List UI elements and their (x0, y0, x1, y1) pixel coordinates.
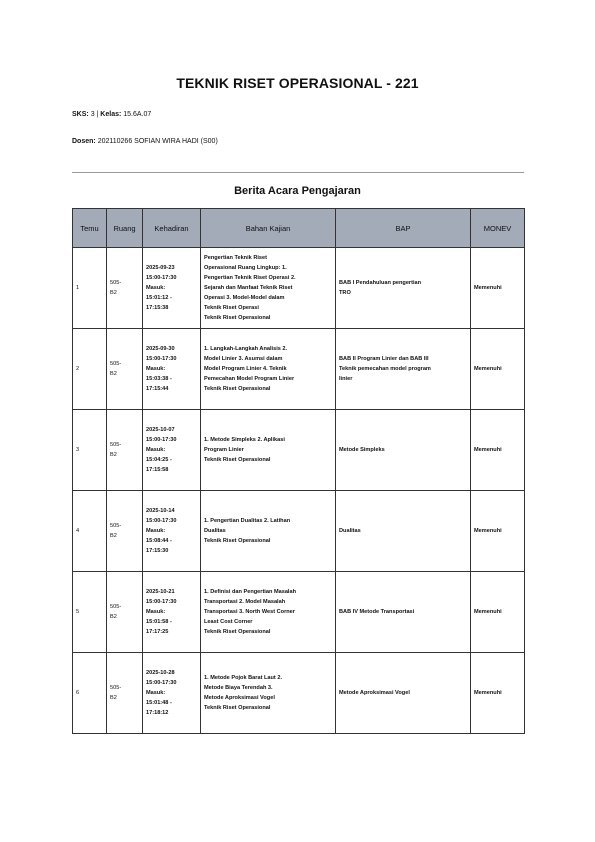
cell-ruang-line: B2 (110, 371, 117, 377)
cell-ruang (107, 410, 143, 491)
cell-kehadiran-line: 2025-10-28 (146, 670, 175, 676)
cell-bap-line: Metode Simpleks (339, 447, 385, 453)
table-row (73, 329, 525, 410)
cell-kehadiran (143, 491, 201, 572)
cell-kehadiran-line: 17:15:38 (146, 305, 169, 311)
cell-monev: Memenuhi (471, 410, 525, 491)
column-header-ruang: Ruang (107, 209, 143, 248)
cell-ruang (107, 572, 143, 653)
cell-ruang-line: B2 (110, 290, 117, 296)
cell-ruang-line: 505- (110, 280, 122, 286)
cell-ruang-line: B2 (110, 695, 117, 701)
cell-bahan-kajian-line: Transportasi 3. North West Corner (204, 609, 295, 615)
table-row (73, 572, 525, 653)
cell-bahan-kajian (201, 248, 336, 329)
divider (72, 172, 524, 173)
cell-ruang-line: 505- (110, 685, 122, 691)
cell-bahan-kajian-line: 1. Pengertian Dualitas 2. Latihan (204, 518, 291, 524)
cell-bahan-kajian-line: Model Program Linier 4. Teknik (204, 366, 287, 372)
cell-bahan-kajian-line: Sejarah dan Manfaat Teknik Riset (204, 285, 293, 291)
cell-kehadiran-line: 15:04:25 - (146, 457, 172, 463)
course-meta-dosen (72, 138, 218, 145)
cell-kehadiran-line: 2025-10-14 (146, 508, 175, 514)
cell-ruang (107, 248, 143, 329)
cell-bahan-kajian-line: Transportasi 2. Model Masalah (204, 599, 286, 605)
cell-bahan-kajian-line: Teknik Riset Operasional (204, 457, 271, 463)
cell-temu: 2 (73, 329, 107, 410)
cell-bahan-kajian-line: 1. Definisi dan Pengertian Masalah (204, 589, 297, 595)
cell-kehadiran-line: 15:00-17:30 (146, 680, 177, 686)
table-row (73, 653, 525, 734)
cell-bahan-kajian-line: Dualitas (204, 528, 226, 534)
cell-temu: 5 (73, 572, 107, 653)
cell-ruang-line: B2 (110, 452, 117, 458)
cell-bahan-kajian-line: Teknik Riset Operasional (204, 629, 271, 635)
cell-bap (336, 329, 471, 410)
cell-ruang (107, 491, 143, 572)
cell-bap-line: Dualitas (339, 528, 361, 534)
cell-bap-line: BAB IV Metode Transportasi (339, 609, 415, 615)
cell-bap-line: linier (339, 376, 353, 382)
column-header-kehadiran: Kehadiran (143, 209, 201, 248)
cell-kehadiran-line: 15:00-17:30 (146, 518, 177, 524)
cell-bap (336, 491, 471, 572)
cell-bahan-kajian-line: Pemecahan Model Program Linier (204, 376, 295, 382)
cell-bahan-kajian-line: Metode Biaya Terendah 3. (204, 685, 273, 691)
cell-bahan-kajian-line: Program Linier (204, 447, 244, 453)
cell-bahan-kajian-line: Operasi 3. Model-Model dalam (204, 295, 285, 301)
cell-kehadiran-line: Masuk: (146, 285, 166, 291)
column-header-temu: Temu (73, 209, 107, 248)
cell-kehadiran-line: 15:01:58 - (146, 619, 172, 625)
cell-kehadiran-line: 17:15:44 (146, 386, 169, 392)
cell-kehadiran (143, 653, 201, 734)
cell-kehadiran-line: 15:00-17:30 (146, 356, 177, 362)
cell-ruang (107, 653, 143, 734)
cell-ruang-line: 505- (110, 523, 122, 529)
column-header-monev: MONEV (471, 209, 525, 248)
sks-label: SKS: (72, 111, 89, 118)
cell-bahan-kajian-line: Operasional Ruang Lingkup: 1. (204, 265, 287, 271)
cell-kehadiran-line: 15:00-17:30 (146, 275, 177, 281)
cell-kehadiran-line: 15:00-17:30 (146, 437, 177, 443)
cell-kehadiran (143, 248, 201, 329)
cell-kehadiran-line: 17:15:30 (146, 548, 169, 554)
cell-bahan-kajian-line: Metode Aproksimasi Vogel (204, 695, 275, 701)
cell-bahan-kajian-line: Pengertian Teknik Riset (204, 255, 268, 261)
cell-bap-line: Metode Aproksimasi Vogel (339, 690, 410, 696)
cell-kehadiran-line: 2025-10-21 (146, 589, 175, 595)
course-title: TEKNIK RISET OPERASIONAL - 221 (176, 75, 419, 91)
cell-kehadiran-line: Masuk: (146, 690, 166, 696)
cell-bap (336, 410, 471, 491)
cell-bahan-kajian-line: Model Linier 3. Asumsi dalam (204, 356, 283, 362)
cell-kehadiran (143, 572, 201, 653)
cell-kehadiran-line: 17:15:58 (146, 467, 169, 473)
dosen-value: 202110266 SOFIAN WIRA HADI (S00) (97, 138, 218, 145)
cell-kehadiran-line: 2025-09-30 (146, 346, 175, 352)
column-header-bap: BAP (336, 209, 471, 248)
cell-monev: Memenuhi (471, 491, 525, 572)
course-meta-sks-kelas (72, 111, 151, 118)
cell-kehadiran-line: 15:01:48 - (146, 700, 172, 706)
cell-bahan-kajian (201, 653, 336, 734)
cell-ruang-line: B2 (110, 614, 117, 620)
cell-bahan-kajian-line: 1. Metode Pojok Barat Laut 2. (204, 675, 283, 681)
cell-bahan-kajian (201, 572, 336, 653)
column-header-bahan-kajian: Bahan Kajian (201, 209, 336, 248)
cell-kehadiran-line: Masuk: (146, 528, 166, 534)
cell-temu: 4 (73, 491, 107, 572)
cell-kehadiran-line: Masuk: (146, 366, 166, 372)
cell-kehadiran-line: 17:17:25 (146, 629, 169, 635)
cell-bahan-kajian-line: Least Cost Corner (204, 619, 253, 625)
cell-bahan-kajian-line: Pengertian Teknik Riset Operasi 2. (204, 275, 296, 281)
cell-monev: Memenuhi (471, 248, 525, 329)
cell-ruang-line: 505- (110, 361, 122, 367)
table-header-row (73, 209, 525, 248)
cell-kehadiran-line: 15:00-17:30 (146, 599, 177, 605)
cell-bap-line: BAB II Program Linier dan BAB III (339, 356, 429, 362)
cell-temu: 3 (73, 410, 107, 491)
cell-temu: 1 (73, 248, 107, 329)
cell-kehadiran-line: 17:18:12 (146, 710, 169, 716)
cell-kehadiran-line: Masuk: (146, 609, 166, 615)
section-title: Berita Acara Pengajaran (234, 185, 361, 197)
cell-bahan-kajian-line: Teknik Riset Operasional (204, 386, 271, 392)
cell-bap-line: TRO (339, 290, 351, 296)
cell-kehadiran-line: 2025-09-23 (146, 265, 175, 271)
cell-bahan-kajian-line: Teknik Riset Operasi (204, 305, 259, 311)
cell-kehadiran (143, 329, 201, 410)
table-row (73, 410, 525, 491)
cell-kehadiran-line: 15:08:44 - (146, 538, 172, 544)
cell-ruang-line: B2 (110, 533, 117, 539)
cell-kehadiran-line: 15:01:12 - (146, 295, 172, 301)
table-row (73, 491, 525, 572)
cell-bahan-kajian-line: Teknik Riset Operasional (204, 315, 271, 321)
kelas-value: 15.6A.07 (123, 111, 152, 118)
cell-bahan-kajian-line: 1. Metode Simpleks 2. Aplikasi (204, 437, 285, 443)
cell-bap-line: Teknik pemecahan model program (339, 366, 431, 372)
cell-monev: Memenuhi (471, 653, 525, 734)
cell-ruang-line: 505- (110, 442, 122, 448)
table-row (73, 248, 525, 329)
cell-kehadiran-line: Masuk: (146, 447, 166, 453)
cell-bahan-kajian (201, 410, 336, 491)
cell-temu: 6 (73, 653, 107, 734)
dosen-label: Dosen: (72, 138, 96, 145)
cell-bahan-kajian-line: Teknik Riset Operasional (204, 705, 271, 711)
sks-value: 3 | (90, 111, 101, 118)
cell-ruang (107, 329, 143, 410)
cell-kehadiran-line: 15:03:38 - (146, 376, 172, 382)
cell-bap (336, 572, 471, 653)
cell-kehadiran-line: 2025-10-07 (146, 427, 175, 433)
cell-bap-line: BAB I Pendahuluan pengertian (339, 280, 422, 286)
cell-bahan-kajian-line: Teknik Riset Operasional (204, 538, 271, 544)
cell-bahan-kajian (201, 491, 336, 572)
cell-ruang-line: 505- (110, 604, 122, 610)
cell-monev: Memenuhi (471, 329, 525, 410)
kelas-label: Kelas: (100, 111, 122, 118)
cell-kehadiran (143, 410, 201, 491)
cell-monev: Memenuhi (471, 572, 525, 653)
cell-bahan-kajian-line: 1. Langkah-Langkah Analisis 2. (204, 346, 288, 352)
table-body (73, 248, 525, 734)
cell-bap (336, 248, 471, 329)
cell-bap (336, 653, 471, 734)
bap-table (72, 208, 525, 734)
cell-bahan-kajian (201, 329, 336, 410)
